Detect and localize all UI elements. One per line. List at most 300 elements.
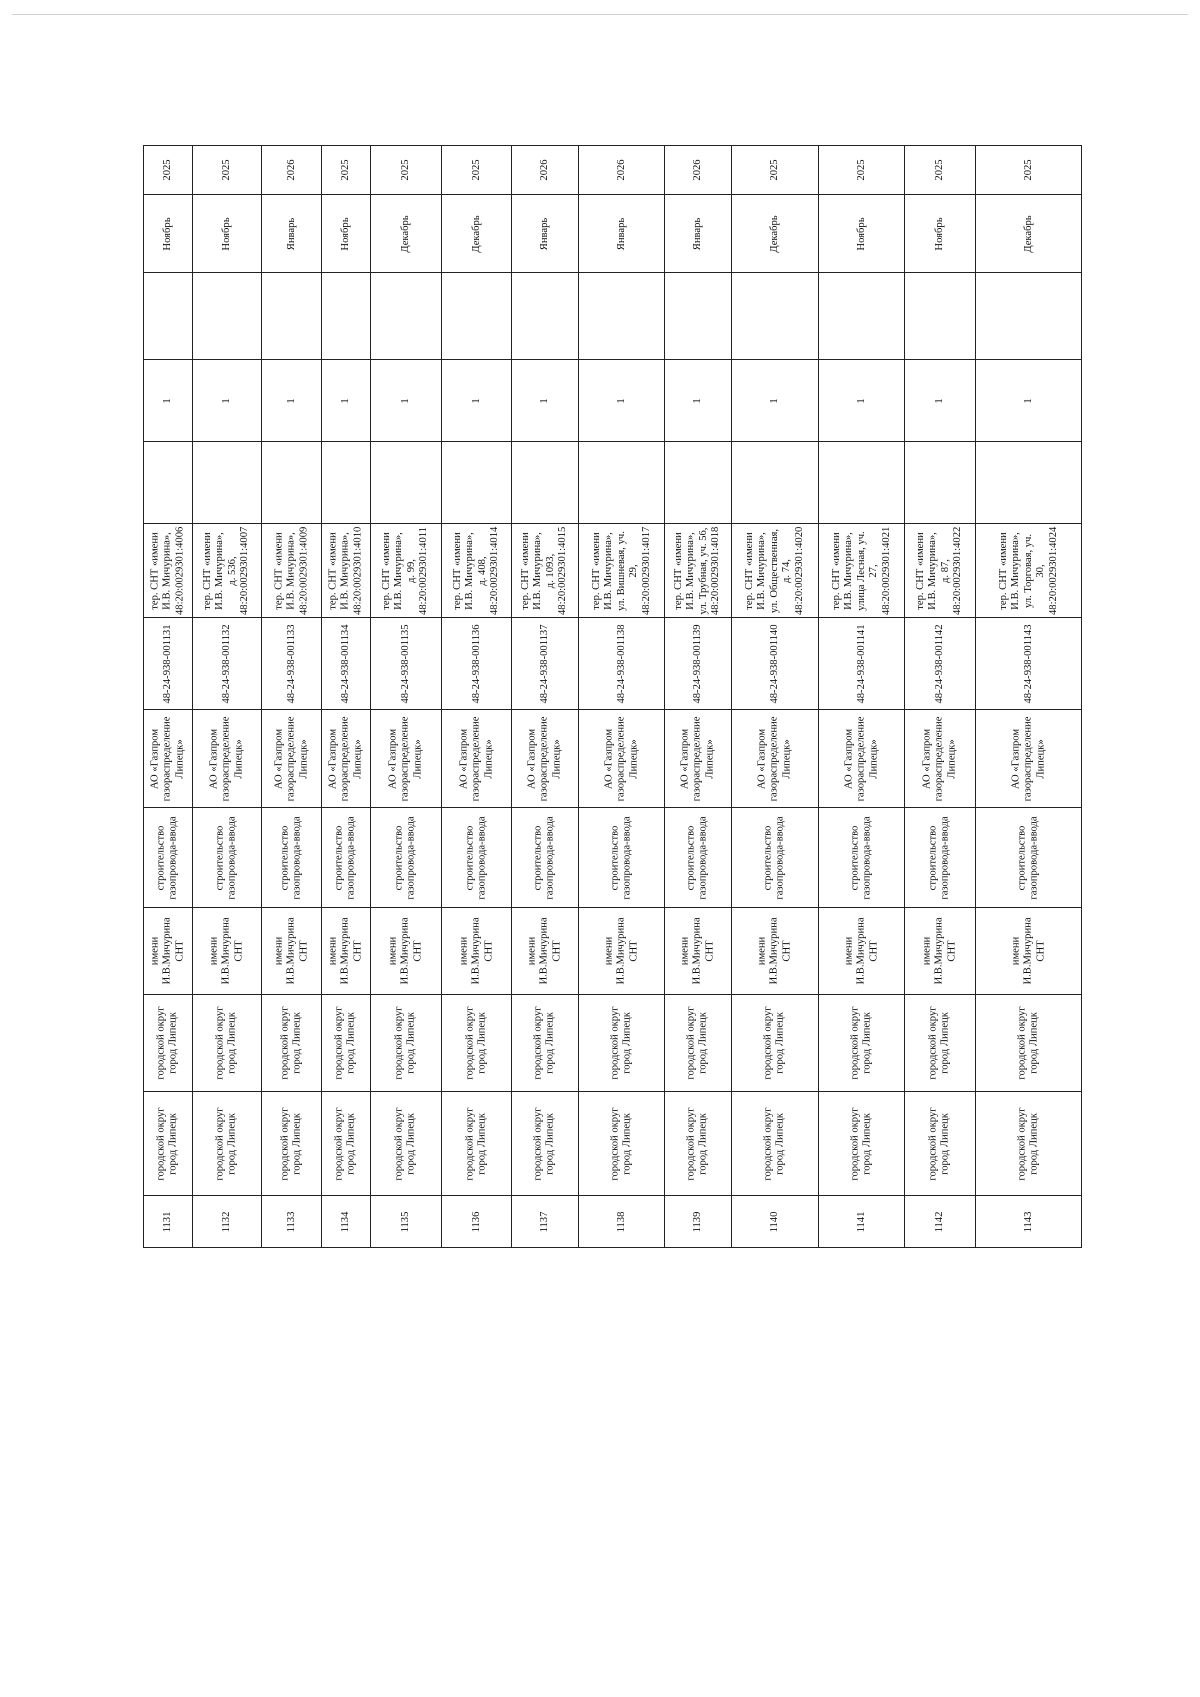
cell-qty bbox=[905, 360, 976, 442]
cell-work bbox=[579, 808, 665, 908]
cell-qty bbox=[732, 360, 819, 442]
cell-text-qty: 1 bbox=[1022, 397, 1034, 404]
cell-text-month: Ноябрь bbox=[220, 216, 232, 251]
cell-settlement bbox=[371, 995, 442, 1092]
cell-empty1 bbox=[442, 442, 512, 524]
cell-municipality bbox=[579, 1092, 665, 1196]
cell-code bbox=[442, 618, 512, 710]
cell-text-qty: 1 bbox=[470, 397, 482, 404]
cell-year bbox=[665, 146, 732, 195]
cell-text-code: 48-24-938-001137 bbox=[538, 623, 550, 704]
cell-code bbox=[819, 618, 905, 710]
table-row bbox=[442, 146, 512, 1248]
cell-text-org: АО «Газпром газораспределение Липецк» bbox=[327, 716, 364, 801]
cell-text-settlement: городской округ город Липецк bbox=[927, 1006, 951, 1080]
table-row bbox=[579, 146, 665, 1248]
cell-num bbox=[442, 1196, 512, 1248]
cell-municipality bbox=[371, 1092, 442, 1196]
cell-year bbox=[262, 146, 322, 195]
cell-work bbox=[322, 808, 371, 908]
cell-text-settlement: городской округ город Липецк bbox=[532, 1006, 556, 1080]
cell-empty1 bbox=[665, 442, 732, 524]
cell-text-settlement: городской округ город Липецк bbox=[762, 1006, 786, 1080]
cell-num bbox=[905, 1196, 976, 1248]
cell-org bbox=[579, 710, 665, 808]
cell-text-qty: 1 bbox=[399, 397, 411, 404]
cell-text-work: строительство газопровода-ввода bbox=[685, 815, 709, 900]
cell-empty1 bbox=[371, 442, 442, 524]
cell-text-code: 48-24-938-001134 bbox=[339, 623, 351, 704]
cell-month bbox=[262, 195, 322, 273]
cell-text-year: 2025 bbox=[768, 159, 780, 181]
table-row bbox=[976, 146, 1082, 1248]
cell-text-qty: 1 bbox=[933, 397, 945, 404]
cell-text-month: Ноябрь bbox=[161, 216, 173, 251]
cell-snt bbox=[976, 908, 1082, 995]
cell-address bbox=[905, 524, 976, 618]
cell-empty2 bbox=[665, 273, 732, 360]
cell-qty bbox=[976, 360, 1082, 442]
cell-address bbox=[193, 524, 262, 618]
cell-empty2 bbox=[732, 273, 819, 360]
cell-month bbox=[665, 195, 732, 273]
cell-text-qty: 1 bbox=[538, 397, 550, 404]
cell-text-code: 48-24-938-001131 bbox=[161, 623, 173, 704]
cell-text-year: 2025 bbox=[933, 159, 945, 181]
cell-work bbox=[144, 808, 193, 908]
cell-empty2 bbox=[144, 273, 193, 360]
cell-month bbox=[579, 195, 665, 273]
cell-empty2 bbox=[819, 273, 905, 360]
cell-text-qty: 1 bbox=[339, 397, 351, 404]
cell-text-org: АО «Газпром газораспределение Липецк» bbox=[208, 716, 245, 801]
cell-code bbox=[579, 618, 665, 710]
cell-settlement bbox=[905, 995, 976, 1092]
cell-text-work: строительство газопровода-ввода bbox=[532, 815, 556, 900]
cell-org bbox=[193, 710, 262, 808]
cell-settlement bbox=[144, 995, 193, 1092]
cell-municipality bbox=[665, 1092, 732, 1196]
cell-address bbox=[371, 524, 442, 618]
cell-year bbox=[732, 146, 819, 195]
cell-municipality bbox=[193, 1092, 262, 1196]
cell-org bbox=[442, 710, 512, 808]
cell-year bbox=[144, 146, 193, 195]
cell-address bbox=[322, 524, 371, 618]
cell-text-address: тер. СНТ «имени И.В. Мичурина», ул. Трубная, уч. 56, 48:20:0029301:4018 bbox=[673, 526, 722, 615]
cell-code bbox=[512, 618, 579, 710]
cell-settlement bbox=[193, 995, 262, 1092]
cell-num bbox=[371, 1196, 442, 1248]
cell-text-settlement: городской округ город Липецк bbox=[279, 1006, 303, 1080]
cell-text-work: строительство газопровода-ввода bbox=[849, 815, 873, 900]
cell-snt bbox=[732, 908, 819, 995]
cell-org bbox=[262, 710, 322, 808]
cell-month bbox=[322, 195, 371, 273]
cell-text-settlement: городской округ город Липецк bbox=[685, 1006, 709, 1080]
cell-code bbox=[144, 618, 193, 710]
cell-municipality bbox=[905, 1092, 976, 1196]
cell-text-year: 2025 bbox=[220, 159, 232, 181]
cell-text-num: 1131 bbox=[161, 1211, 173, 1232]
cell-address bbox=[976, 524, 1082, 618]
cell-snt bbox=[262, 908, 322, 995]
cell-text-snt: имени И.В.Мичурина СНТ bbox=[756, 917, 793, 985]
cell-text-address: тер. СНТ «имени И.В. Мичурина», улица Лесная, уч. 27, 48:20:0029301:4021 bbox=[830, 526, 892, 615]
cell-month bbox=[442, 195, 512, 273]
cell-text-num: 1136 bbox=[470, 1211, 482, 1232]
cell-text-settlement: городской округ город Липецк bbox=[333, 1006, 357, 1080]
cell-year bbox=[512, 146, 579, 195]
cell-text-municipality: городской округ город Липецк bbox=[685, 1106, 709, 1181]
cell-text-municipality: городской округ город Липецк bbox=[762, 1106, 786, 1181]
cell-code bbox=[976, 618, 1082, 710]
cell-text-year: 2026 bbox=[285, 159, 297, 181]
cell-text-num: 1143 bbox=[1022, 1211, 1034, 1232]
cell-address bbox=[579, 524, 665, 618]
cell-code bbox=[732, 618, 819, 710]
cell-settlement bbox=[442, 995, 512, 1092]
cell-year bbox=[442, 146, 512, 195]
cell-empty1 bbox=[144, 442, 193, 524]
cell-text-month: Декабрь bbox=[470, 214, 482, 253]
cell-text-work: строительство газопровода-ввода bbox=[279, 815, 303, 900]
cell-work bbox=[732, 808, 819, 908]
cell-work bbox=[371, 808, 442, 908]
cell-snt bbox=[442, 908, 512, 995]
cell-text-code: 48-24-938-001135 bbox=[399, 623, 411, 704]
cell-address bbox=[144, 524, 193, 618]
cell-text-org: АО «Газпром газораспределение Липецк» bbox=[457, 716, 494, 801]
cell-text-municipality: городской округ город Липецк bbox=[333, 1106, 357, 1181]
cell-text-year: 2026 bbox=[691, 159, 703, 181]
cell-qty bbox=[665, 360, 732, 442]
cell-num bbox=[819, 1196, 905, 1248]
cell-org bbox=[322, 710, 371, 808]
cell-text-year: 2025 bbox=[339, 159, 351, 181]
cell-text-snt: имени И.В.Мичурина СНТ bbox=[208, 917, 245, 985]
cell-month bbox=[512, 195, 579, 273]
cell-text-year: 2026 bbox=[615, 159, 627, 181]
cell-work bbox=[262, 808, 322, 908]
cell-text-settlement: городской округ город Липецк bbox=[849, 1006, 873, 1080]
cell-work bbox=[442, 808, 512, 908]
cell-text-address: тер. СНТ «имени И.В. Мичурина», д. 99, 48:20:0029301:4011 bbox=[381, 526, 430, 615]
cell-text-qty: 1 bbox=[220, 397, 232, 404]
cell-text-municipality: городской округ город Липецк bbox=[464, 1106, 488, 1181]
table-row bbox=[819, 146, 905, 1248]
cell-address bbox=[819, 524, 905, 618]
table-row bbox=[371, 146, 442, 1248]
cell-text-address: тер. СНТ «имени И.В. Мичурина», д. 87, 48:20:0029301:4022 bbox=[915, 526, 964, 615]
cell-snt bbox=[193, 908, 262, 995]
cell-num bbox=[579, 1196, 665, 1248]
cell-snt bbox=[665, 908, 732, 995]
table-row bbox=[512, 146, 579, 1248]
cell-settlement bbox=[665, 995, 732, 1092]
cell-work bbox=[512, 808, 579, 908]
cell-text-work: строительство газопровода-ввода bbox=[214, 815, 238, 900]
table-row bbox=[905, 146, 976, 1248]
cell-code bbox=[371, 618, 442, 710]
cell-num bbox=[322, 1196, 371, 1248]
cell-text-settlement: городской округ город Липецк bbox=[1016, 1006, 1040, 1080]
cell-text-address: тер. СНТ «имени И.В. Мичурина», ул. Торговая, уч. 30, 48:20:0029301:4024 bbox=[997, 526, 1059, 615]
cell-text-code: 48-24-938-001143 bbox=[1022, 623, 1034, 704]
cell-text-work: строительство газопровода-ввода bbox=[393, 815, 417, 900]
cell-org bbox=[732, 710, 819, 808]
cell-text-municipality: городской округ город Липецк bbox=[1016, 1106, 1040, 1181]
cell-month bbox=[144, 195, 193, 273]
cell-text-snt: имени И.В.Мичурина СНТ bbox=[842, 917, 879, 985]
cell-text-org: АО «Газпром газораспределение Липецк» bbox=[149, 716, 186, 801]
cell-text-settlement: городской округ город Липецк bbox=[214, 1006, 238, 1080]
cell-text-address: тер. СНТ «имени И.В. Мичурина», 48:20:0029301:4010 bbox=[327, 526, 364, 615]
cell-text-work: строительство газопровода-ввода bbox=[155, 815, 179, 900]
cell-text-municipality: городской округ город Липецк bbox=[927, 1106, 951, 1181]
cell-text-num: 1133 bbox=[285, 1211, 297, 1232]
cell-text-municipality: городской округ город Липецк bbox=[609, 1106, 633, 1181]
cell-text-month: Январь bbox=[538, 217, 550, 250]
cell-text-snt: имени И.В.Мичурина СНТ bbox=[387, 917, 424, 985]
cell-address bbox=[732, 524, 819, 618]
cell-month bbox=[976, 195, 1082, 273]
cell-text-org: АО «Газпром газораспределение Липецк» bbox=[679, 716, 716, 801]
cell-text-code: 48-24-938-001141 bbox=[855, 623, 867, 704]
cell-text-settlement: городской округ город Липецк bbox=[155, 1006, 179, 1080]
cell-month bbox=[905, 195, 976, 273]
cell-empty2 bbox=[976, 273, 1082, 360]
cell-work bbox=[905, 808, 976, 908]
cell-empty2 bbox=[322, 273, 371, 360]
cell-num bbox=[144, 1196, 193, 1248]
cell-text-municipality: городской округ город Липецк bbox=[155, 1106, 179, 1181]
cell-text-month: Ноябрь bbox=[933, 216, 945, 251]
cell-text-org: АО «Газпром газораспределение Липецк» bbox=[921, 716, 958, 801]
cell-text-month: Январь bbox=[285, 217, 297, 250]
cell-text-code: 48-24-938-001136 bbox=[470, 623, 482, 704]
cell-work bbox=[193, 808, 262, 908]
cell-settlement bbox=[579, 995, 665, 1092]
cell-text-work: строительство газопровода-ввода bbox=[333, 815, 357, 900]
cell-num bbox=[732, 1196, 819, 1248]
cell-text-year: 2025 bbox=[855, 159, 867, 181]
cell-empty2 bbox=[512, 273, 579, 360]
cell-municipality bbox=[976, 1092, 1082, 1196]
cell-text-num: 1135 bbox=[399, 1211, 411, 1232]
cell-text-municipality: городской округ город Липецк bbox=[214, 1106, 238, 1181]
cell-text-snt: имени И.В.Мичурина СНТ bbox=[526, 917, 563, 985]
cell-text-snt: имени И.В.Мичурина СНТ bbox=[679, 917, 716, 985]
cell-empty2 bbox=[262, 273, 322, 360]
cell-address bbox=[665, 524, 732, 618]
cell-empty1 bbox=[905, 442, 976, 524]
cell-text-month: Декабрь bbox=[399, 214, 411, 253]
cell-work bbox=[819, 808, 905, 908]
cell-text-num: 1140 bbox=[768, 1211, 780, 1232]
cell-code bbox=[322, 618, 371, 710]
cell-text-code: 48-24-938-001133 bbox=[285, 623, 297, 704]
cell-text-org: АО «Газпром газораспределение Липецк» bbox=[1009, 716, 1046, 801]
cell-text-work: строительство газопровода-ввода bbox=[762, 815, 786, 900]
cell-snt bbox=[905, 908, 976, 995]
cell-month bbox=[371, 195, 442, 273]
cell-text-snt: имени И.В.Мичурина СНТ bbox=[327, 917, 364, 985]
cell-qty bbox=[512, 360, 579, 442]
cell-snt bbox=[819, 908, 905, 995]
cell-text-work: строительство газопровода-ввода bbox=[1016, 815, 1040, 900]
cell-empty1 bbox=[193, 442, 262, 524]
cell-text-work: строительство газопровода-ввода bbox=[609, 815, 633, 900]
cell-text-address: тер. СНТ «имени И.В. Мичурина», ул. Вишневая, уч. 29, 48:20:0029301:4017 bbox=[590, 526, 652, 615]
cell-text-code: 48-24-938-001140 bbox=[768, 623, 780, 704]
cell-text-municipality: городской округ город Липецк bbox=[849, 1106, 873, 1181]
cell-text-work: строительство газопровода-ввода bbox=[464, 815, 488, 900]
cell-year bbox=[371, 146, 442, 195]
cell-text-month: Декабрь bbox=[1022, 214, 1034, 253]
cell-text-year: 2025 bbox=[161, 159, 173, 181]
cell-num bbox=[193, 1196, 262, 1248]
cell-empty2 bbox=[371, 273, 442, 360]
cell-num bbox=[512, 1196, 579, 1248]
cell-text-address: тер. СНТ «имени И.В. Мичурина», д. 536, 48:20:0029301:4007 bbox=[202, 526, 251, 615]
cell-snt bbox=[322, 908, 371, 995]
cell-snt bbox=[144, 908, 193, 995]
cell-year bbox=[905, 146, 976, 195]
cell-code bbox=[665, 618, 732, 710]
table-row bbox=[732, 146, 819, 1248]
cell-municipality bbox=[322, 1092, 371, 1196]
cell-settlement bbox=[976, 995, 1082, 1092]
cell-text-org: АО «Газпром газораспределение Липецк» bbox=[272, 716, 309, 801]
cell-snt bbox=[579, 908, 665, 995]
cell-empty2 bbox=[905, 273, 976, 360]
cell-text-settlement: городской округ город Липецк bbox=[609, 1006, 633, 1080]
cell-text-num: 1132 bbox=[220, 1211, 232, 1232]
cell-text-snt: имени И.В.Мичурина СНТ bbox=[602, 917, 639, 985]
cell-text-org: АО «Газпром газораспределение Липецк» bbox=[842, 716, 879, 801]
cell-qty bbox=[262, 360, 322, 442]
cell-municipality bbox=[512, 1092, 579, 1196]
cell-text-snt: имени И.В.Мичурина СНТ bbox=[921, 917, 958, 985]
cell-text-qty: 1 bbox=[691, 397, 703, 404]
cell-text-month: Январь bbox=[691, 217, 703, 250]
cell-address bbox=[442, 524, 512, 618]
cell-text-address: тер. СНТ «имени И.В. Мичурина», ул. Общественная, д. 74, 48:20:0029301:4020 bbox=[743, 526, 805, 615]
cell-text-num: 1142 bbox=[933, 1211, 945, 1232]
cell-text-municipality: городской округ город Липецк bbox=[532, 1106, 556, 1181]
cell-year bbox=[579, 146, 665, 195]
cell-municipality bbox=[732, 1092, 819, 1196]
cell-empty2 bbox=[442, 273, 512, 360]
cell-municipality bbox=[442, 1092, 512, 1196]
cell-text-qty: 1 bbox=[161, 397, 173, 404]
cell-year bbox=[976, 146, 1082, 195]
cell-text-address: тер. СНТ «имени И.В. Мичурина», д. 408, 48:20:0029301:4014 bbox=[451, 526, 500, 615]
cell-snt bbox=[512, 908, 579, 995]
cell-code bbox=[262, 618, 322, 710]
cell-org bbox=[144, 710, 193, 808]
cell-empty1 bbox=[732, 442, 819, 524]
cell-text-org: АО «Газпром газораспределение Липецк» bbox=[602, 716, 639, 801]
cell-text-settlement: городской округ город Липецк bbox=[464, 1006, 488, 1080]
cell-municipality bbox=[819, 1092, 905, 1196]
cell-qty bbox=[371, 360, 442, 442]
cell-qty bbox=[819, 360, 905, 442]
cell-num bbox=[665, 1196, 732, 1248]
table-row bbox=[665, 146, 732, 1248]
cell-text-code: 48-24-938-001142 bbox=[933, 623, 945, 704]
cell-text-num: 1137 bbox=[538, 1211, 550, 1232]
table-row bbox=[322, 146, 371, 1248]
cell-work bbox=[665, 808, 732, 908]
table-row bbox=[262, 146, 322, 1248]
cell-text-code: 48-24-938-001132 bbox=[220, 623, 232, 704]
cell-qty bbox=[579, 360, 665, 442]
cell-empty1 bbox=[262, 442, 322, 524]
cell-settlement bbox=[819, 995, 905, 1092]
cell-month bbox=[732, 195, 819, 273]
cell-org bbox=[512, 710, 579, 808]
cell-text-qty: 1 bbox=[855, 397, 867, 404]
cell-text-snt: имени И.В.Мичурина СНТ bbox=[1009, 917, 1046, 985]
cell-text-code: 48-24-938-001139 bbox=[691, 623, 703, 704]
cell-qty bbox=[442, 360, 512, 442]
cell-code bbox=[905, 618, 976, 710]
cell-municipality bbox=[144, 1092, 193, 1196]
cell-text-month: Декабрь bbox=[768, 214, 780, 253]
cell-work bbox=[976, 808, 1082, 908]
cell-settlement bbox=[322, 995, 371, 1092]
cell-text-year: 2026 bbox=[538, 159, 550, 181]
cell-text-address: тер. СНТ «имени И.В. Мичурина», д. 1093, 48:20:0029301:4015 bbox=[520, 526, 569, 615]
cell-settlement bbox=[512, 995, 579, 1092]
cell-text-qty: 1 bbox=[285, 397, 297, 404]
cell-text-month: Ноябрь bbox=[339, 216, 351, 251]
cell-text-municipality: городской округ город Липецк bbox=[393, 1106, 417, 1181]
cell-qty bbox=[144, 360, 193, 442]
cell-year bbox=[193, 146, 262, 195]
cell-snt bbox=[371, 908, 442, 995]
cell-text-qty: 1 bbox=[615, 397, 627, 404]
cell-text-snt: имени И.В.Мичурина СНТ bbox=[457, 917, 494, 985]
cell-text-num: 1138 bbox=[615, 1211, 627, 1232]
cell-empty1 bbox=[512, 442, 579, 524]
cell-text-year: 2025 bbox=[399, 159, 411, 181]
scan-edge-line bbox=[12, 14, 1188, 15]
cell-empty1 bbox=[819, 442, 905, 524]
cell-text-snt: имени И.В.Мичурина СНТ bbox=[272, 917, 309, 985]
cell-address bbox=[262, 524, 322, 618]
cell-text-qty: 1 bbox=[768, 397, 780, 404]
cell-settlement bbox=[262, 995, 322, 1092]
table-row bbox=[144, 146, 193, 1248]
cell-org bbox=[665, 710, 732, 808]
cell-text-month: Ноябрь bbox=[855, 216, 867, 251]
cell-empty1 bbox=[322, 442, 371, 524]
cell-text-address: тер. СНТ «имени И.В. Мичурина», 48:20:0029301:4009 bbox=[272, 526, 309, 615]
cell-text-month: Январь bbox=[615, 217, 627, 250]
cell-text-org: АО «Газпром газораспределение Липецк» bbox=[387, 716, 424, 801]
cell-address bbox=[512, 524, 579, 618]
cell-text-num: 1141 bbox=[855, 1211, 867, 1232]
cell-month bbox=[819, 195, 905, 273]
cell-empty2 bbox=[193, 273, 262, 360]
cell-qty bbox=[322, 360, 371, 442]
cell-org bbox=[819, 710, 905, 808]
cell-text-num: 1139 bbox=[691, 1211, 703, 1232]
cell-year bbox=[819, 146, 905, 195]
